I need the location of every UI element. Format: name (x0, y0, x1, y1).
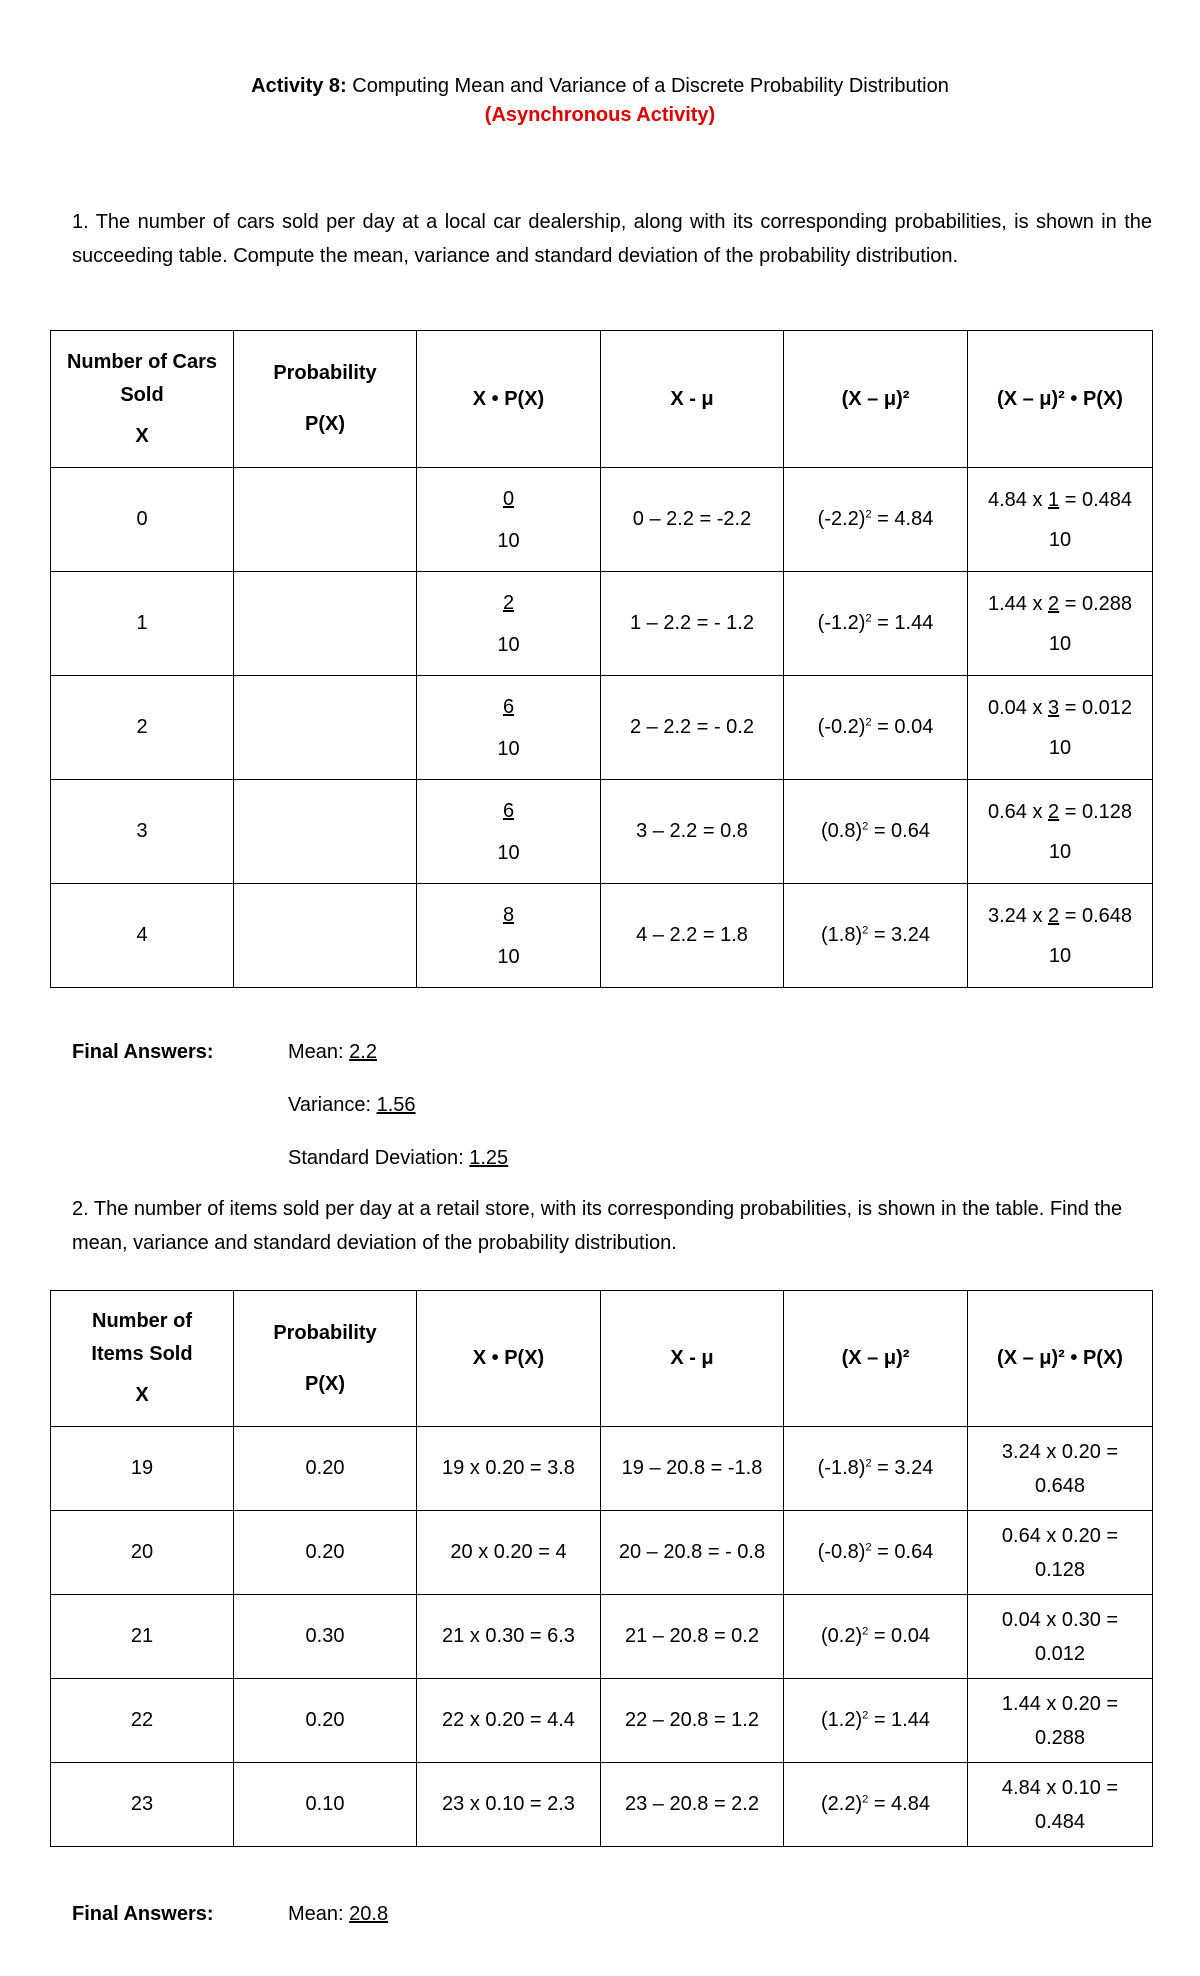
product-line (968, 587, 1152, 621)
fraction-denominator: 10 (497, 633, 520, 656)
fraction (497, 590, 519, 658)
squared-base: (1.8) (821, 924, 863, 946)
product-result: 0.648 (1034, 1474, 1086, 1497)
superscript: 2 (865, 612, 872, 625)
squared-base: (2.2) (821, 1793, 863, 1815)
superscript: 2 (865, 716, 872, 729)
superscript: 2 (862, 1625, 869, 1638)
activity-title: Activity 8: Computing Mean and Variance of a Discrete Probability Distribution (251, 75, 949, 97)
squared-result: = 3.24 (871, 1457, 934, 1479)
squared-result: = 1.44 (871, 612, 934, 634)
cell-x: 23 (51, 1763, 234, 1847)
product-left: 3.24 x (987, 904, 1049, 927)
fraction (497, 798, 519, 866)
superscript: 2 (865, 1541, 872, 1554)
table-row (51, 1679, 1153, 1763)
squared-result: = 0.64 (871, 1541, 934, 1563)
superscript: 2 (862, 924, 869, 937)
product-numerator: 2 (1048, 592, 1060, 615)
cell-probability: 0.30 (234, 1595, 417, 1679)
cell-xp (417, 572, 601, 676)
product-result: 0.128 (1034, 1558, 1086, 1581)
cell-x: 0 (51, 468, 234, 572)
cell-x-minus-mu: 19 – 20.8 = -1.8 (601, 1427, 784, 1511)
cell-x: 3 (51, 780, 234, 884)
fraction (497, 486, 519, 554)
cell-x: 1 (51, 572, 234, 676)
sd-answer-1: Standard Deviation: 1.25 (288, 1147, 509, 1169)
product-result: 0.288 (1034, 1726, 1086, 1749)
mean-answer-1: Mean: 2.2 (288, 1041, 377, 1063)
product-line: 1.44 x 0.20 = (1001, 1692, 1119, 1715)
superscript: 2 (865, 1457, 872, 1470)
squared-result: = 0.64 (868, 820, 930, 842)
cell-x: 2 (51, 676, 234, 780)
squared-base: (-2.2) (817, 508, 866, 530)
header-squared-times-p: (X – μ)² • P(X) (968, 1291, 1153, 1427)
cell-squared-times-p (968, 572, 1153, 676)
product-line (968, 795, 1152, 829)
squared-base: (-1.8) (817, 1457, 866, 1479)
cell-x-minus-mu: 3 – 2.2 = 0.8 (601, 780, 784, 884)
cell-squared-times-p (968, 1427, 1153, 1511)
table-row (51, 676, 1153, 780)
product-denominator: 10 (1048, 632, 1072, 655)
product-right: = 0.128 (1059, 800, 1132, 823)
cell-x-minus-mu: 0 – 2.2 = -2.2 (601, 468, 784, 572)
table-row (51, 572, 1153, 676)
table-row (51, 1427, 1153, 1511)
cell-squared-times-p (968, 468, 1153, 572)
cell-squared-times-p (968, 1595, 1153, 1679)
cell-squared-times-p (968, 884, 1153, 988)
fraction-denominator: 10 (497, 737, 520, 760)
cell-xp (417, 884, 601, 988)
product-right: = 0.484 (1059, 488, 1132, 511)
squared-base: (0.2) (821, 1625, 863, 1647)
cell-squared (784, 1511, 968, 1595)
squared-base: (0.8) (821, 820, 863, 842)
cell-probability (234, 468, 417, 572)
product-left: 0.04 x (987, 696, 1049, 719)
cell-probability (234, 676, 417, 780)
cell-x-minus-mu: 4 – 2.2 = 1.8 (601, 884, 784, 988)
squared-base: (-1.2) (817, 612, 866, 634)
table-header-row (51, 331, 1153, 468)
product-numerator: 2 (1048, 904, 1060, 927)
product-right: = 0.648 (1059, 904, 1132, 927)
product-left: 1.44 x (987, 592, 1049, 615)
cell-x: 4 (51, 884, 234, 988)
cell-squared (784, 1679, 968, 1763)
cell-probability: 0.20 (234, 1427, 417, 1511)
cell-xp (417, 676, 601, 780)
product-line: 0.64 x 0.20 = (1001, 1524, 1119, 1547)
header-xp: X • P(X) (417, 331, 601, 468)
header-probability: Probability P(X) (234, 331, 417, 468)
fraction-denominator: 10 (497, 945, 520, 968)
header-probability: Probability P(X) (234, 1291, 417, 1427)
squared-result: = 0.04 (868, 1625, 930, 1647)
product-numerator: 2 (1048, 800, 1060, 823)
final-answers-label-1: Final Answers: (72, 1041, 214, 1063)
cell-squared (784, 1763, 968, 1847)
table-row (51, 1511, 1153, 1595)
fraction-numerator: 6 (502, 799, 515, 822)
cell-x: 21 (51, 1595, 234, 1679)
cell-squared (784, 572, 968, 676)
cell-x-minus-mu: 2 – 2.2 = - 0.2 (601, 676, 784, 780)
fraction-denominator: 10 (497, 841, 520, 864)
cell-xp (417, 468, 601, 572)
table-row (51, 1595, 1153, 1679)
cell-probability: 0.20 (234, 1679, 417, 1763)
mean-answer-2: Mean: 20.8 (288, 1903, 389, 1925)
cell-squared (784, 676, 968, 780)
items-sold-table (50, 1290, 1153, 1847)
squared-result: = 0.04 (871, 716, 934, 738)
squared-result: = 4.84 (868, 1793, 930, 1815)
product-line (968, 691, 1152, 725)
cell-squared-times-p (968, 780, 1153, 884)
product-numerator: 1 (1048, 488, 1060, 511)
cell-squared (784, 468, 968, 572)
product-line (968, 899, 1152, 933)
superscript: 2 (862, 820, 869, 833)
squared-base: (-0.2) (817, 716, 866, 738)
product-denominator: 10 (1048, 736, 1072, 759)
cell-xp (417, 780, 601, 884)
cell-x-minus-mu: 20 – 20.8 = - 0.8 (601, 1511, 784, 1595)
cell-squared (784, 884, 968, 988)
product-line (968, 483, 1152, 517)
product-line: 3.24 x 0.20 = (1001, 1440, 1119, 1463)
product-line: 4.84 x 0.10 = (1001, 1776, 1119, 1799)
table-row (51, 780, 1153, 884)
variance-answer-1: Variance: 1.56 (288, 1094, 416, 1116)
final-answers-label-2: Final Answers: (72, 1903, 214, 1925)
header-squared: (X – μ)² (784, 331, 968, 468)
product-result: 0.012 (1034, 1642, 1086, 1665)
product-result: 0.484 (1034, 1810, 1086, 1833)
squared-base: (-0.8) (817, 1541, 866, 1563)
header-x-minus-mu: X - μ (601, 1291, 784, 1427)
activity-subtitle: (Asynchronous Activity) (484, 104, 716, 126)
cell-x: 20 (51, 1511, 234, 1595)
cell-probability: 0.20 (234, 1511, 417, 1595)
product-denominator: 10 (1048, 840, 1072, 863)
cell-x-minus-mu: 1 – 2.2 = - 1.2 (601, 572, 784, 676)
product-numerator: 3 (1048, 696, 1060, 719)
superscript: 2 (862, 1793, 869, 1806)
superscript: 2 (865, 508, 872, 521)
cell-xp: 23 x 0.10 = 2.3 (417, 1763, 601, 1847)
product-left: 4.84 x (987, 488, 1049, 511)
cell-probability: 0.10 (234, 1763, 417, 1847)
product-right: = 0.012 (1059, 696, 1132, 719)
cell-x-minus-mu: 22 – 20.8 = 1.2 (601, 1679, 784, 1763)
header-squared: (X – μ)² (784, 1291, 968, 1427)
squared-result: = 3.24 (868, 924, 930, 946)
fraction-numerator: 8 (502, 903, 515, 926)
product-denominator: 10 (1048, 528, 1072, 551)
squared-result: = 4.84 (871, 508, 934, 530)
cell-squared-times-p (968, 1511, 1153, 1595)
header-xp: X • P(X) (417, 1291, 601, 1427)
cell-probability (234, 780, 417, 884)
header-squared-times-p: (X – μ)² • P(X) (968, 331, 1153, 468)
fraction-numerator: 0 (502, 487, 515, 510)
product-left: 0.64 x (987, 800, 1049, 823)
table-header-row (51, 1291, 1153, 1427)
superscript: 2 (862, 1709, 869, 1722)
table-row (51, 1763, 1153, 1847)
table-row (51, 884, 1153, 988)
product-line: 0.04 x 0.30 = (1001, 1608, 1119, 1631)
question-2-text: 2. The number of items sold per day at a retail store, with its corresponding probabilities, is shown in the table. Find the mean, variance and standard deviation of the probability distribution. (72, 1198, 1123, 1254)
header-x-minus-mu: X - μ (601, 331, 784, 468)
header-x: Number of Items Sold X (51, 1291, 234, 1427)
fraction (497, 902, 519, 970)
header-x: Number of Cars Sold X (51, 331, 234, 468)
cell-probability (234, 884, 417, 988)
squared-base: (1.2) (821, 1709, 863, 1731)
cars-sold-table (50, 330, 1153, 988)
cell-x: 22 (51, 1679, 234, 1763)
cell-xp: 21 x 0.30 = 6.3 (417, 1595, 601, 1679)
cell-squared-times-p (968, 1679, 1153, 1763)
cell-squared-times-p (968, 1763, 1153, 1847)
question-1-text: 1. The number of cars sold per day at a local car dealership, along with its corresponding probabilities, is shown in the succeeding table. Compute the mean, variance and standard deviation of the probability distribution. (72, 211, 1152, 267)
table-row (51, 468, 1153, 572)
product-denominator: 10 (1048, 944, 1072, 967)
cell-x-minus-mu: 21 – 20.8 = 0.2 (601, 1595, 784, 1679)
cell-xp: 20 x 0.20 = 4 (417, 1511, 601, 1595)
cell-squared-times-p (968, 676, 1153, 780)
product-right: = 0.288 (1059, 592, 1132, 615)
cell-x-minus-mu: 23 – 20.8 = 2.2 (601, 1763, 784, 1847)
cell-squared (784, 780, 968, 884)
cell-probability (234, 572, 417, 676)
fraction-denominator: 10 (497, 529, 520, 552)
fraction-numerator: 2 (502, 591, 515, 614)
cell-squared (784, 1427, 968, 1511)
fraction-numerator: 6 (502, 695, 515, 718)
cell-xp: 19 x 0.20 = 3.8 (417, 1427, 601, 1511)
cell-xp: 22 x 0.20 = 4.4 (417, 1679, 601, 1763)
cell-squared (784, 1595, 968, 1679)
fraction (497, 694, 519, 762)
cell-x: 19 (51, 1427, 234, 1511)
squared-result: = 1.44 (868, 1709, 930, 1731)
